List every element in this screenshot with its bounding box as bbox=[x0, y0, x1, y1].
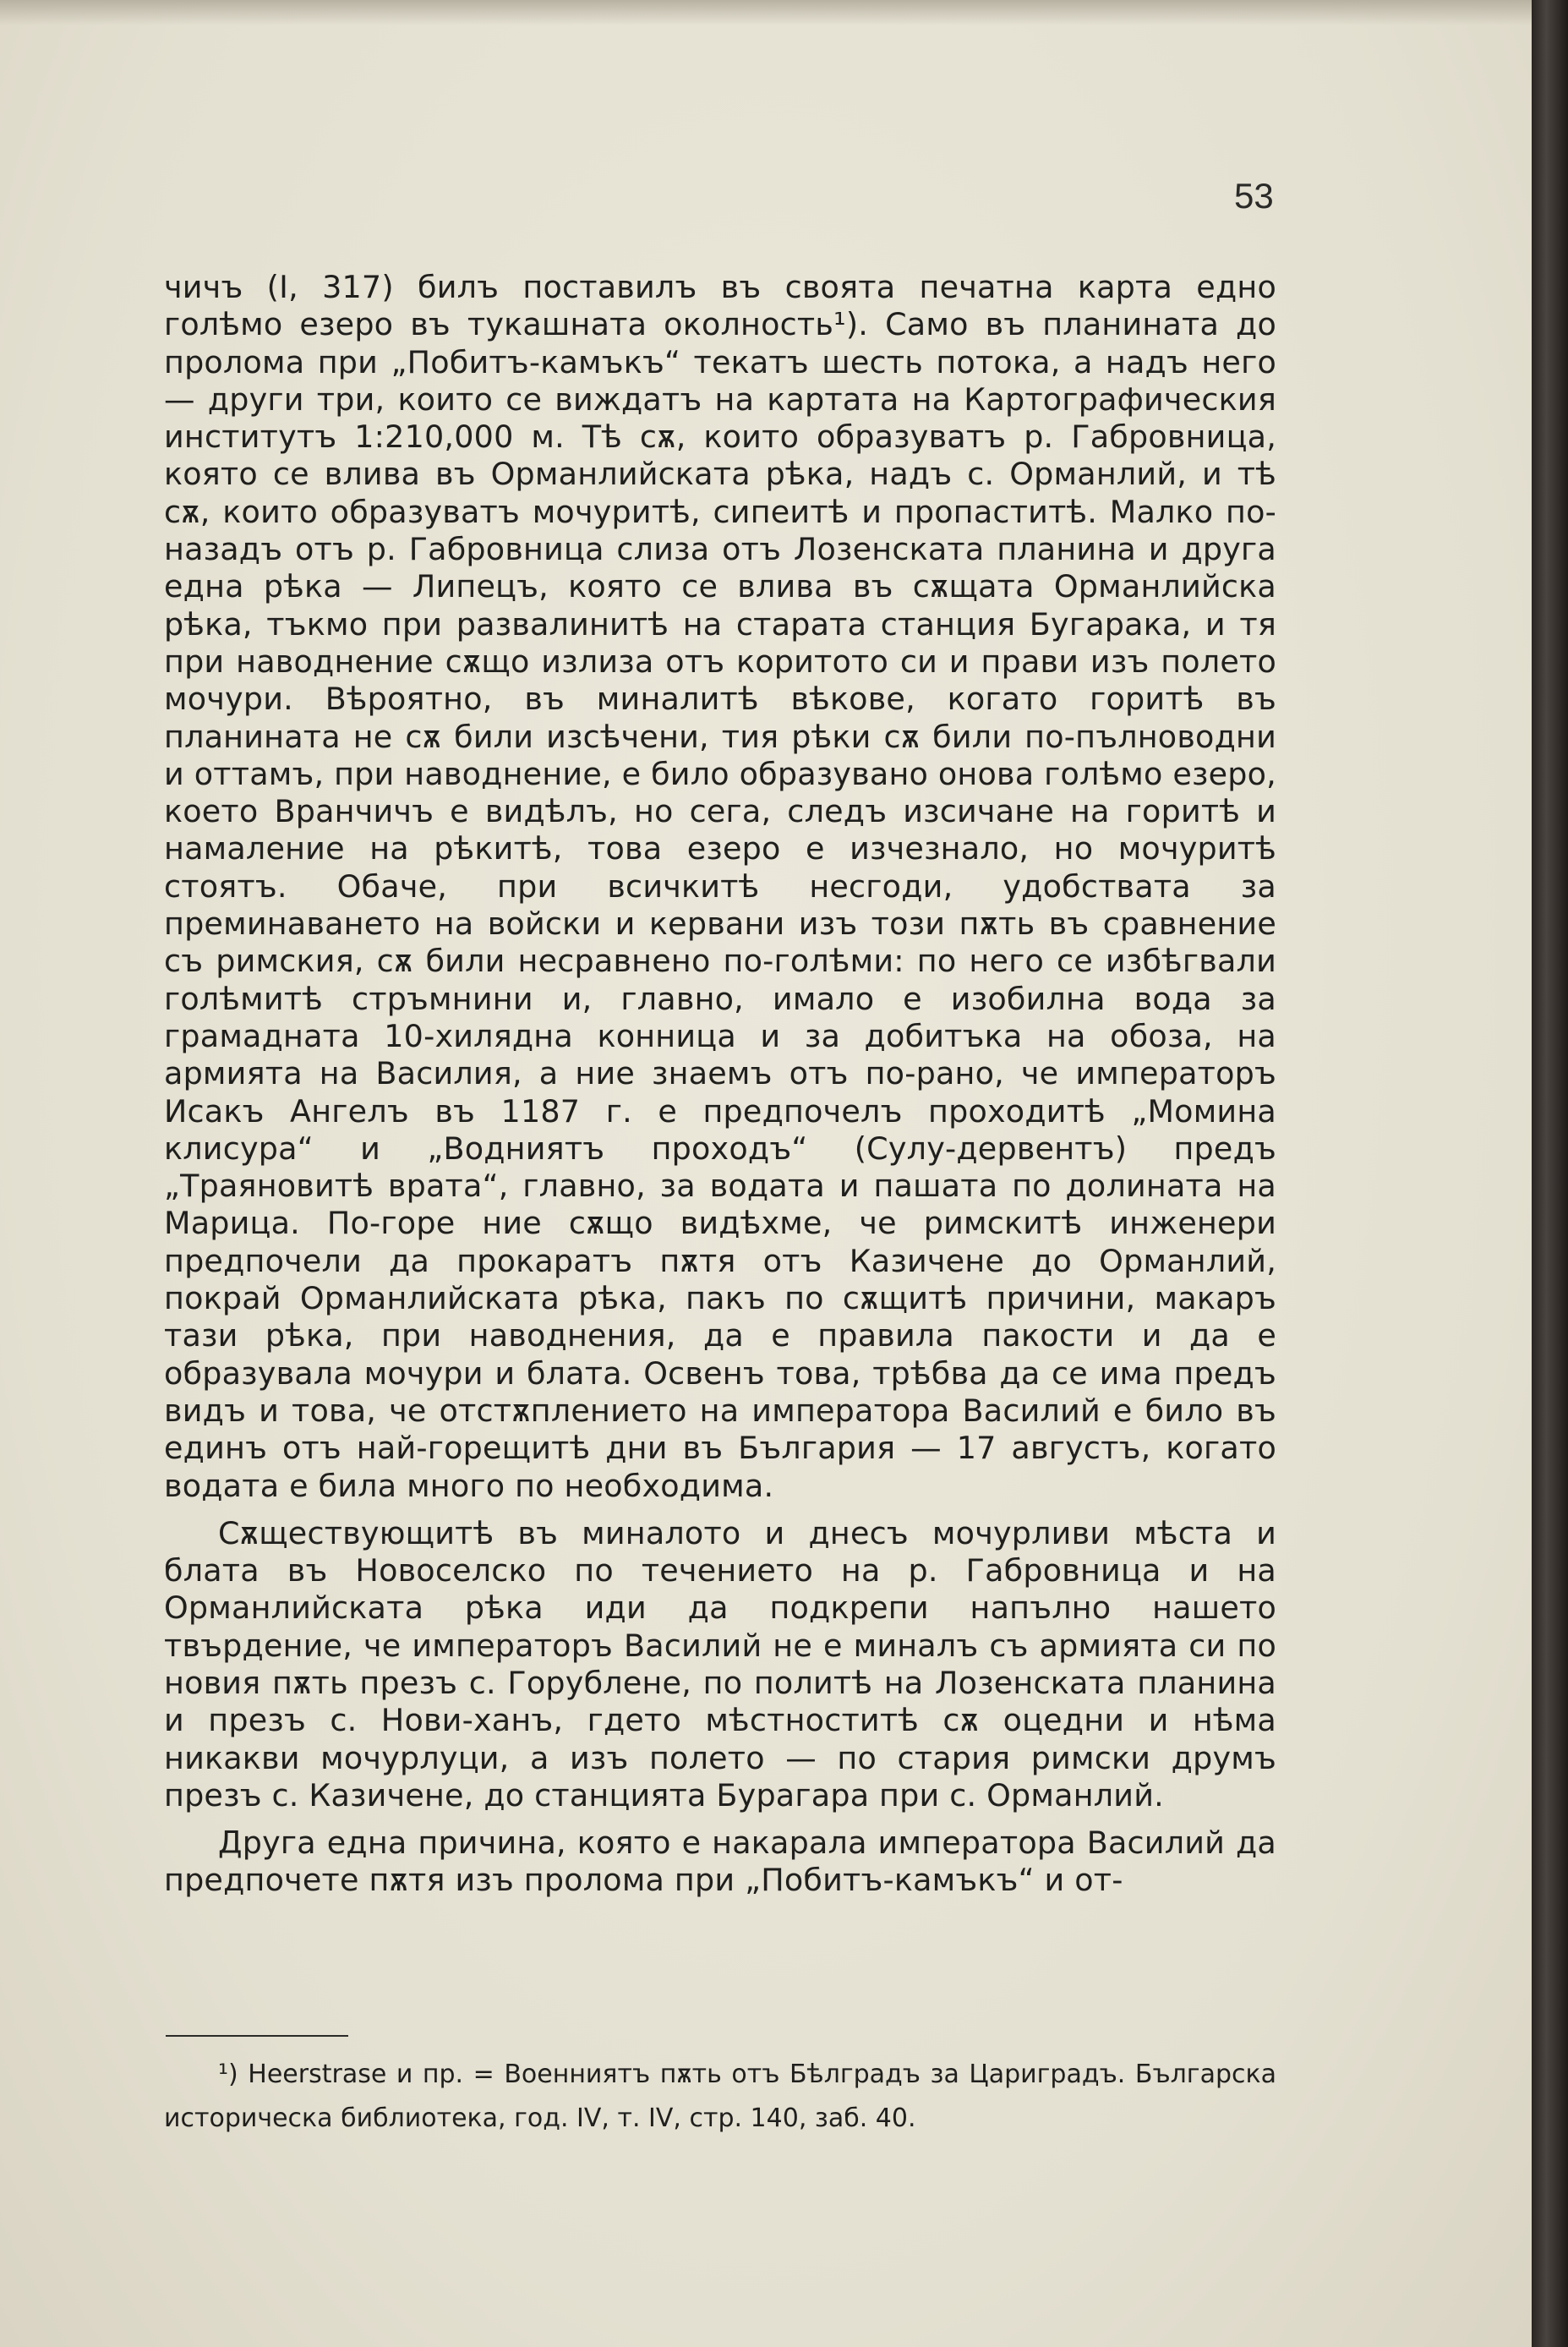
body-text bbox=[164, 269, 1276, 1900]
footnote-divider bbox=[166, 2035, 348, 2037]
footnote-1: ¹) Heerstrase и пр. = Военниятъ пѫть отъ Бѣлградъ за Цариградъ. Българска историческа библиотека, год. IV, т. IV, стр. 140, заб. 40. bbox=[164, 2060, 1276, 2133]
book-spine-edge bbox=[1532, 0, 1568, 2347]
footnotes bbox=[164, 2053, 1276, 2141]
page-top-shadow bbox=[0, 0, 1532, 25]
paragraph-1: чичъ (I, 317) билъ поставилъ въ своята печатна карта едно голѣмо езеро въ тукашната околность¹). Само въ планината до пролома при „Побитъ-камъкъ“ текатъ шесть потока, а надъ него — други три, които се виждатъ на картата на Картографическия институтъ 1:210,000 м. Тѣ сѫ, които образуватъ р. Габровница, която се влива въ Орманлийската рѣка, надъ с. Орманлий, и тѣ сѫ, които образуватъ мочуритѣ, сипеитѣ и пропаститѣ. Малко по-назадъ отъ р. Габровница слиза отъ Лозенската планина и друга една рѣка — Липецъ, която се влива въ сѫщата Орманлийска рѣка, тъкмо при развалинитѣ на старата станция Бугарака, и тя при наводнение сѫщо излиза отъ коритото си и прави изъ полето мочури. Вѣроятно, въ миналитѣ вѣкове, когато горитѣ въ планината не сѫ били изсѣчени, тия рѣки сѫ били по-пълноводни и оттамъ, при наводнение, е било образувано онова голѣмо езеро, което Вранчичъ е видѣлъ, но сега, следъ изсичане на горитѣ и намаление на рѣкитѣ, това езеро е изчезнало, но мочуритѣ стоятъ. Обаче, при всичкитѣ несгоди, удобствата за преминаването на войски и кервани изъ този пѫть въ сравнение съ римския, сѫ били несравнено по-голѣми: по него се избѣгвали голѣмитѣ стръмнини и, главно, имало е изобилна вода за грамадната 10-хилядна конница и за добитъка на обоза, на армията на Василия, а ние знаемъ отъ по-рано, че императоръ Исакъ Ангелъ въ 1187 г. е предпочелъ проходитѣ „Момина клисура“ и „Водниятъ проходъ“ (Сулу-дервентъ) предъ „Траяновитѣ врата“, главно, за водата и пашата по долината на Марица. По-горе ние сѫщо видѣхме, че римскитѣ инженери предпочели да прокаратъ пѫтя отъ Казичене до Орманлий, покрай Орманлийската рѣка, пакъ по сѫщитѣ причини, макаръ тази рѣка, при наводнения, да е правила пакости и да е образувала мочури и блата. Освенъ това, трѣбва да се има предъ видъ и това, че отстѫплението на императора Василий е било въ единъ отъ най-горещитѣ дни въ България — 17 августъ, когато водата е била много по необходима. bbox=[164, 269, 1276, 1504]
page-number: 53 bbox=[1234, 176, 1274, 216]
paragraph-3: Друга една причина, която е накарала императора Василий да предпочете пѫтя изъ пролома при „Побитъ-камъкъ“ и от- bbox=[164, 1825, 1276, 1899]
paragraph-2: Сѫществующитѣ въ миналото и днесъ мочурливи мѣста и блата въ Новоселско по течението на р. Габровница и на Орманлийската рѣка иди да подкрепи напълно нашето твърдение, че императоръ Василий не е миналъ съ армията си по новия пѫть презъ с. Горублене, по политѣ на Лозенската планина и презъ с. Нови-ханъ, гдето мѣстноститѣ сѫ оцедни и нѣма никакви мочурлуци, а изъ полето — по стария римски друмъ презъ с. Казичене, до станцията Бурагара при с. Орманлий. bbox=[164, 1514, 1276, 1814]
